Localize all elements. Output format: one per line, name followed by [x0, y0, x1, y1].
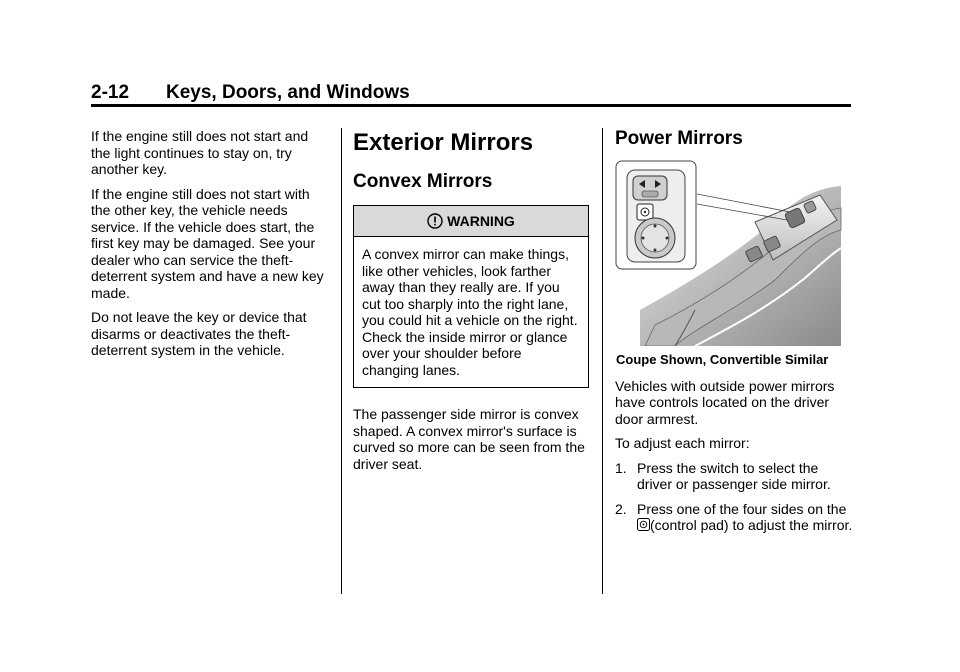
page-number: 2-12 — [91, 82, 130, 103]
door-armrest-illustration — [615, 160, 843, 346]
step-text: Press the switch to select the driver or passenger side mirror. — [637, 459, 831, 492]
steps-list — [615, 460, 855, 534]
heading-convex-mirrors: Convex Mirrors — [353, 171, 493, 192]
control-pad-icon — [637, 518, 650, 531]
paragraph-to-adjust: To adjust each mirror: — [615, 435, 750, 451]
section-title: Keys, Doors, and Windows — [166, 82, 410, 103]
warning-title: WARNING — [447, 212, 515, 229]
page-header — [91, 80, 851, 106]
heading-exterior-mirrors: Exterior Mirrors — [353, 129, 534, 156]
step-text-after: (control pad) to adjust the mirror. — [650, 517, 853, 533]
step-item — [615, 501, 855, 534]
warning-header — [354, 206, 588, 237]
heading-power-mirrors: Power Mirrors — [615, 128, 743, 149]
step-number: 2. — [615, 500, 627, 517]
step-item — [615, 460, 855, 493]
column-left — [91, 128, 331, 367]
column-divider-2 — [602, 128, 603, 594]
step-number: 1. — [615, 459, 627, 476]
warning-box — [353, 205, 589, 388]
figure-caption: Coupe Shown, Convertible Similar — [616, 352, 829, 367]
step-text-before: Press one of the four sides on the — [637, 500, 847, 517]
paragraph-vehicle-needs-service: If the engine still does not start with the other key, the vehicle needs service. If the vehicle does start, the first key may be damaged. See your dealer who can service the theft-deterrent system and have a new key made. — [91, 185, 324, 301]
warning-icon — [427, 213, 443, 229]
column-middle — [353, 128, 593, 480]
paragraph-do-not-leave-key: Do not leave the key or device that disarms or deactivates the theft-deterrent system in the vehicle. — [91, 309, 307, 358]
paragraph-power-mirror-controls: Vehicles with outside power mirrors have controls located on the driver door armrest. — [615, 377, 835, 427]
paragraph-convex-shaped: The passenger side mirror is convex shaped. A convex mirror's surface is curved so more can be seen from the driver seat. — [353, 406, 585, 472]
header-rule — [91, 104, 851, 107]
warning-text: A convex mirror can make things, like other vehicles, look farther away than they really are. If you cut too sharply into the right lane, you could hit a vehicle on the right. Check the inside mirror or glance over your shoulder before changing lanes. — [362, 246, 578, 378]
power-mirror-illustration — [615, 160, 843, 346]
paragraph-try-another-key: If the engine still does not start and the light continues to stay on, try another key. — [91, 128, 309, 177]
column-right — [615, 128, 855, 542]
column-divider-1 — [341, 128, 342, 594]
